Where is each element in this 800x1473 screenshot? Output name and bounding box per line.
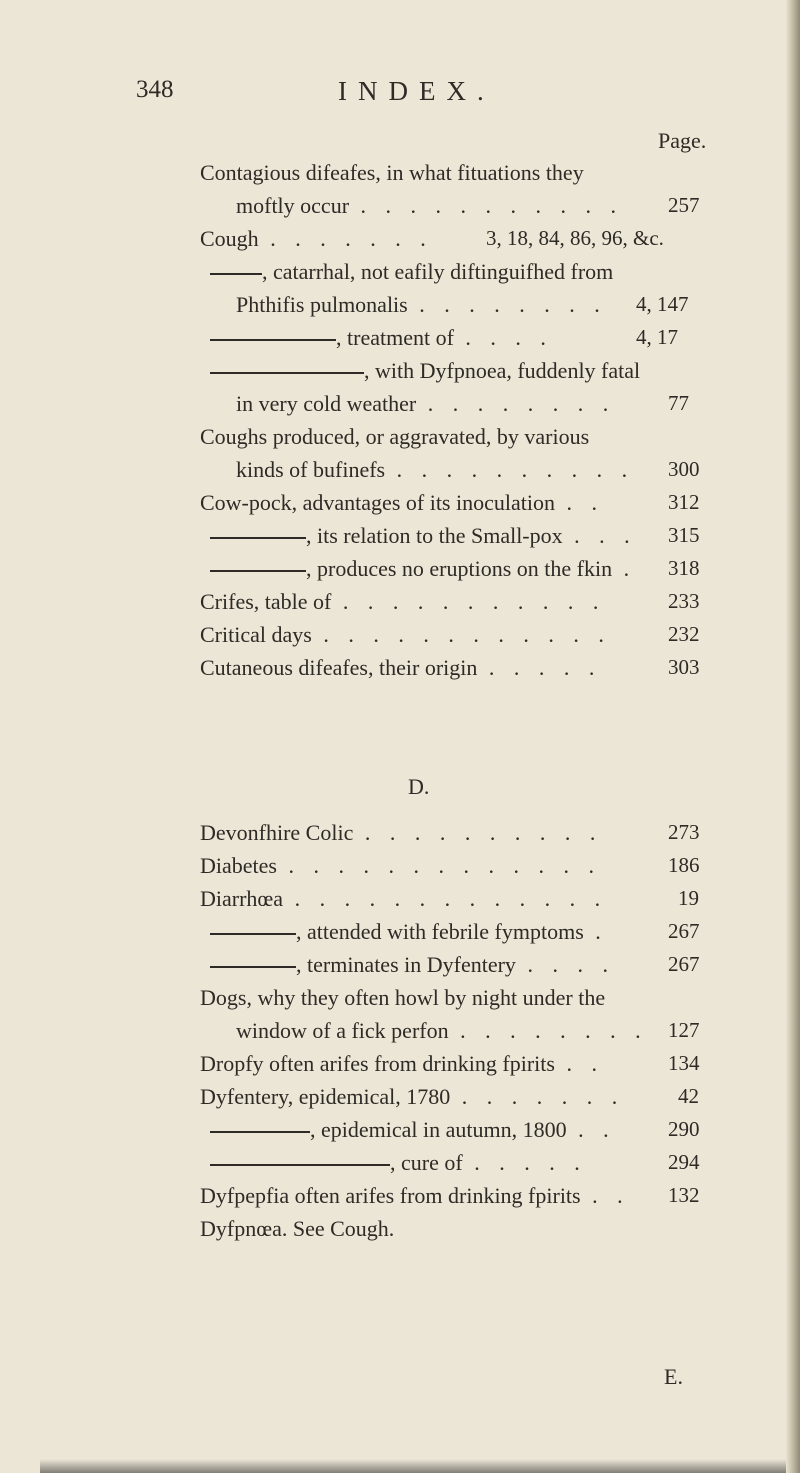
dot-leaders: . . . <box>574 523 637 548</box>
dot-leaders: . . . . . . . <box>461 1084 625 1109</box>
index-entry <box>200 420 658 453</box>
dot-leaders: . . . . <box>527 952 615 977</box>
entry-page: 315 <box>668 523 700 547</box>
index-entry <box>200 1212 658 1245</box>
dot-leaders: . . . . <box>465 325 553 350</box>
entry-page: 3, 18, 84, 86, 96, &c. <box>486 226 664 250</box>
dot-leaders: . . . . . . . . . . . <box>360 193 624 218</box>
index-entry <box>200 849 700 882</box>
entry-text: , with Dyfpnoea, fuddenly fatal <box>364 358 641 383</box>
entry-page: 267 <box>668 919 700 943</box>
dot-leaders: . . . . . . . . . . . <box>342 589 606 614</box>
ditto-dash <box>210 339 336 341</box>
entry-text: moftly occur <box>236 193 350 218</box>
index-entry <box>200 552 700 585</box>
entry-text: Coughs produced, or aggravated, by various <box>200 424 590 449</box>
running-title: INDEX. <box>338 76 495 106</box>
page-edge <box>786 0 800 1473</box>
index-entry <box>200 255 658 288</box>
entry-text: , attended with febrile fymptoms <box>296 919 584 944</box>
entry-text: , treatment of <box>336 325 454 350</box>
ditto-dash <box>210 570 306 572</box>
index-entry <box>200 519 700 552</box>
catchword: E. <box>664 1364 683 1389</box>
dot-leaders: . . <box>566 1051 604 1076</box>
dot-leaders: . . <box>592 1183 630 1208</box>
index-entry <box>200 1080 699 1113</box>
entry-text: Cutaneous difeafes, their origin <box>200 655 478 680</box>
entry-text: Dyfpepfia often arifes from drinking fpirits <box>200 1183 581 1208</box>
entry-text: kinds of bufinefs <box>236 457 386 482</box>
index-entry <box>200 618 700 651</box>
entry-text: , its relation to the Small-pox <box>306 523 563 548</box>
index-entry <box>200 1179 700 1212</box>
index-entry <box>200 288 689 321</box>
index-entry <box>200 1047 700 1080</box>
index-entry <box>200 387 689 420</box>
index-section-c <box>200 156 700 684</box>
ditto-dash <box>210 966 296 968</box>
entry-page: 318 <box>668 556 700 580</box>
page-column-label: Page. <box>658 128 707 153</box>
dot-leaders: . . . . . <box>474 1150 587 1175</box>
ditto-dash <box>210 1131 310 1133</box>
entry-text: , produces no eruptions on the fkin <box>306 556 613 581</box>
entry-text: Cough <box>200 226 259 251</box>
entry-text: , cure of <box>390 1150 463 1175</box>
dot-leaders: . . . . . . . . <box>419 292 607 317</box>
index-entry <box>200 321 678 354</box>
entry-text: Devonfhire Colic <box>200 820 354 845</box>
entry-text: , terminates in Dyfentery <box>296 952 516 977</box>
dot-leaders: . . . . . <box>488 655 602 680</box>
dot-leaders: . . . . . . . . . . <box>364 820 603 845</box>
ditto-dash <box>210 537 306 539</box>
index-entry <box>200 882 699 915</box>
dot-leaders: . . . . . . . . <box>460 1018 648 1043</box>
entry-text: , catarrhal, not eafily diftinguifhed from <box>262 259 614 284</box>
entry-text: Dogs, why they often howl by night under the <box>200 985 606 1010</box>
index-entry <box>200 1014 700 1047</box>
dot-leaders: . . <box>578 1117 616 1142</box>
entry-page: 134 <box>668 1051 700 1075</box>
dot-leaders: . . . . . . . . <box>427 391 616 416</box>
entry-page: 233 <box>668 589 700 613</box>
index-entry <box>200 651 700 684</box>
dot-leaders: . <box>623 556 637 581</box>
entry-page: 4, 17 <box>636 325 678 349</box>
ditto-dash <box>210 273 262 275</box>
entry-page: 42 <box>678 1084 699 1108</box>
index-entry <box>200 816 700 849</box>
entry-text: Contagious difeafes, in what fituations they <box>200 160 584 185</box>
ditto-dash <box>210 933 296 935</box>
index-entry <box>200 981 658 1014</box>
dot-leaders: . . . . . . . <box>270 226 433 251</box>
page-header <box>0 76 800 116</box>
index-entry <box>200 486 700 519</box>
entry-text: Critical days <box>200 622 312 647</box>
dot-leaders: . . <box>566 490 604 515</box>
entry-text: Dyfentery, epidemical, 1780 <box>200 1084 451 1109</box>
dot-leaders: . <box>595 919 608 944</box>
ditto-dash <box>210 1164 390 1166</box>
entry-page: 257 <box>668 193 700 217</box>
index-entry <box>200 915 700 948</box>
entry-text: Diabetes <box>200 853 277 878</box>
entry-page: 290 <box>668 1117 700 1141</box>
page-number: 348 <box>136 76 174 103</box>
entry-text: window of a fick perfon <box>236 1018 449 1043</box>
index-entry <box>200 354 658 387</box>
page-bottom-shadow <box>40 1459 786 1473</box>
index-section-d <box>200 816 700 1245</box>
entry-page: 267 <box>668 952 700 976</box>
entry-page: 77 <box>668 391 689 415</box>
entry-text: in very cold weather <box>236 391 417 416</box>
index-entry <box>200 222 664 255</box>
entry-page: 132 <box>668 1183 700 1207</box>
index-entry <box>200 948 700 981</box>
entry-page: 300 <box>668 457 700 481</box>
entry-text: Diarrhœa <box>200 886 284 911</box>
index-entry <box>200 585 700 618</box>
entry-text: Phthifis pulmonalis <box>236 292 408 317</box>
entry-page: 303 <box>668 655 700 679</box>
dot-leaders: . . . . . . . . . . . . . <box>288 853 601 878</box>
entry-page: 4, 147 <box>636 292 689 316</box>
dot-leaders: . . . . . . . . . . . . . <box>294 886 608 911</box>
section-letter-d: D. <box>408 774 430 799</box>
entry-page: 186 <box>668 853 700 877</box>
entry-text: Cow-pock, advantages of its inoculation <box>200 490 555 515</box>
entry-page: 312 <box>668 490 700 514</box>
index-entry <box>200 156 658 189</box>
entry-text: Dyfpnœa. See Cough. <box>200 1216 395 1241</box>
index-entry <box>200 1113 700 1146</box>
entry-text: Dropfy often arifes from drinking fpirits <box>200 1051 555 1076</box>
entry-text: Crifes, table of <box>200 589 332 614</box>
index-entry <box>200 453 700 486</box>
entry-page: 273 <box>668 820 700 844</box>
entry-page: 19 <box>678 886 699 910</box>
entry-text: , epidemical in autumn, 1800 <box>310 1117 567 1142</box>
entry-page: 232 <box>668 622 700 646</box>
dot-leaders: . . . . . . . . . . . . <box>323 622 611 647</box>
index-entry <box>200 189 700 222</box>
entry-page: 127 <box>668 1018 700 1042</box>
index-entry <box>200 1146 700 1179</box>
entry-page: 294 <box>668 1150 700 1174</box>
dot-leaders: . . . . . . . . . . <box>396 457 635 482</box>
ditto-dash <box>210 372 364 374</box>
